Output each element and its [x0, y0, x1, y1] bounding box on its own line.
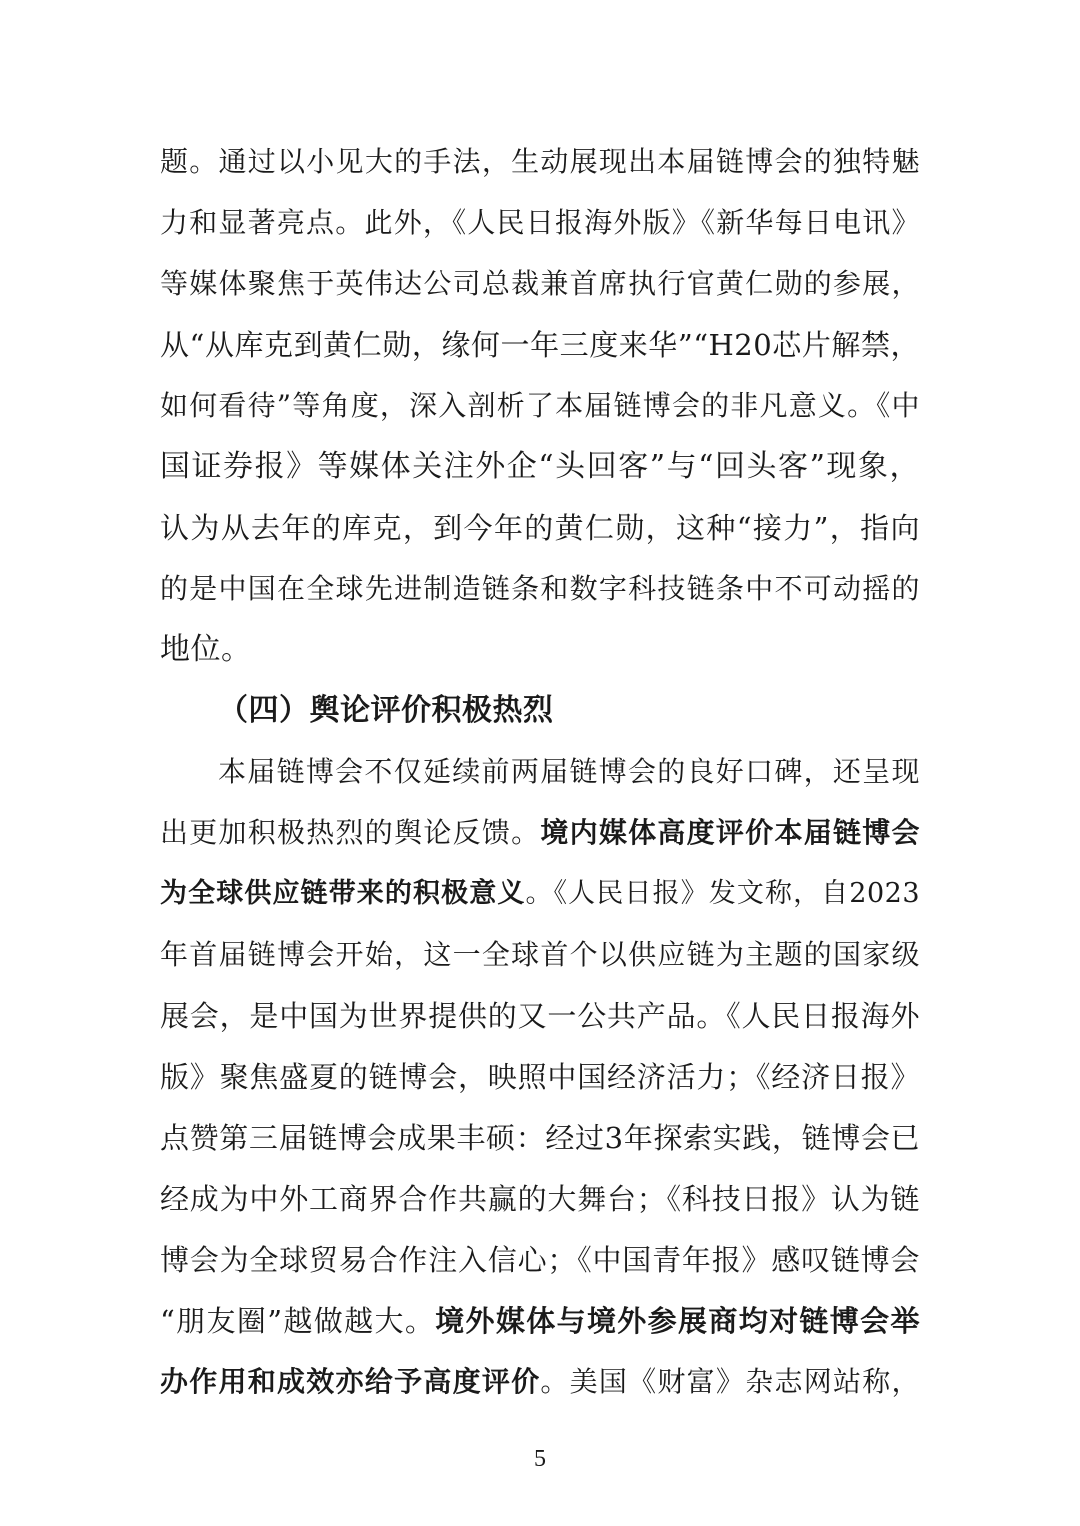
page-number: 5	[534, 1446, 546, 1472]
paragraph-line: 国证券报》等媒体关注外企“头回客”与“回头客”现象，	[160, 449, 920, 484]
emphasis-text: 为全球供应链带来的积极意义	[160, 878, 526, 909]
paragraph-line: 博会为全球贸易合作注入信心；《中国青年报》感叹链博会	[160, 1243, 920, 1277]
paragraph-line	[160, 1362, 920, 1402]
paragraph-line: 认为从去年的库克，到今年的黄仁勋，这种“接力”，指向	[160, 511, 920, 545]
paragraph-line: 力和显著亮点。此外，《人民日报海外版》《新华每日电讯》	[160, 206, 920, 239]
paragraph-line: 的是中国在全球先进制造链条和数字科技链条中不可动摇的	[160, 572, 920, 605]
paragraph-line: 点赞第三届链博会成果丰硕：经过3年探索实践，链博会已	[160, 1121, 920, 1155]
emphasis-text: 办作用和成效亦给予高度评价	[160, 1365, 541, 1398]
emphasis-text: 境内媒体高度评价本届链博会	[540, 816, 920, 849]
paragraph-line	[160, 874, 920, 914]
paragraph-line	[160, 813, 920, 853]
section-heading: （四）舆论评价积极热烈	[218, 693, 554, 728]
paragraph-line: 等媒体聚焦于英伟达公司总裁兼首席执行官黄仁勋的参展，	[160, 267, 920, 300]
paragraph-line: 版》聚焦盛夏的链博会，映照中国经济活力；《经济日报》	[160, 1060, 920, 1094]
plain-text: “朋友圈”越做越大。	[160, 1304, 436, 1338]
emphasis-text: 境外媒体与境外参展商均对链博会举	[435, 1304, 920, 1338]
paragraph-line: 本届链博会不仅延续前两届链博会的良好口碑，还呈现	[218, 755, 920, 788]
paragraph-line: 从“从库克到黄仁勋，缘何一年三度来华”“H20芯片解禁，	[160, 328, 920, 362]
paragraph-line: 年首届链博会开始，这一全球首个以供应链为主题的国家级	[160, 938, 920, 971]
paragraph-line: 地位。	[160, 632, 252, 667]
plain-text: 出更加积极热烈的舆论反馈。	[160, 816, 541, 849]
paragraph-line	[160, 1301, 920, 1341]
paragraph-line: 展会，是中国为世界提供的又一公共产品。《人民日报海外	[160, 999, 920, 1033]
paragraph-line: 如何看待”等角度，深入剖析了本届链博会的非凡意义。《中	[160, 389, 920, 422]
plain-text: 。《人民日报》发文称，自2023	[525, 878, 921, 909]
paragraph-line: 题。通过以小见大的手法，生动展现出本届链博会的独特魅	[160, 145, 920, 178]
plain-text: 。美国《财富》杂志网站称，	[540, 1365, 920, 1398]
paragraph-line: 经成为中外工商界合作共赢的大舞台；《科技日报》认为链	[160, 1182, 920, 1216]
